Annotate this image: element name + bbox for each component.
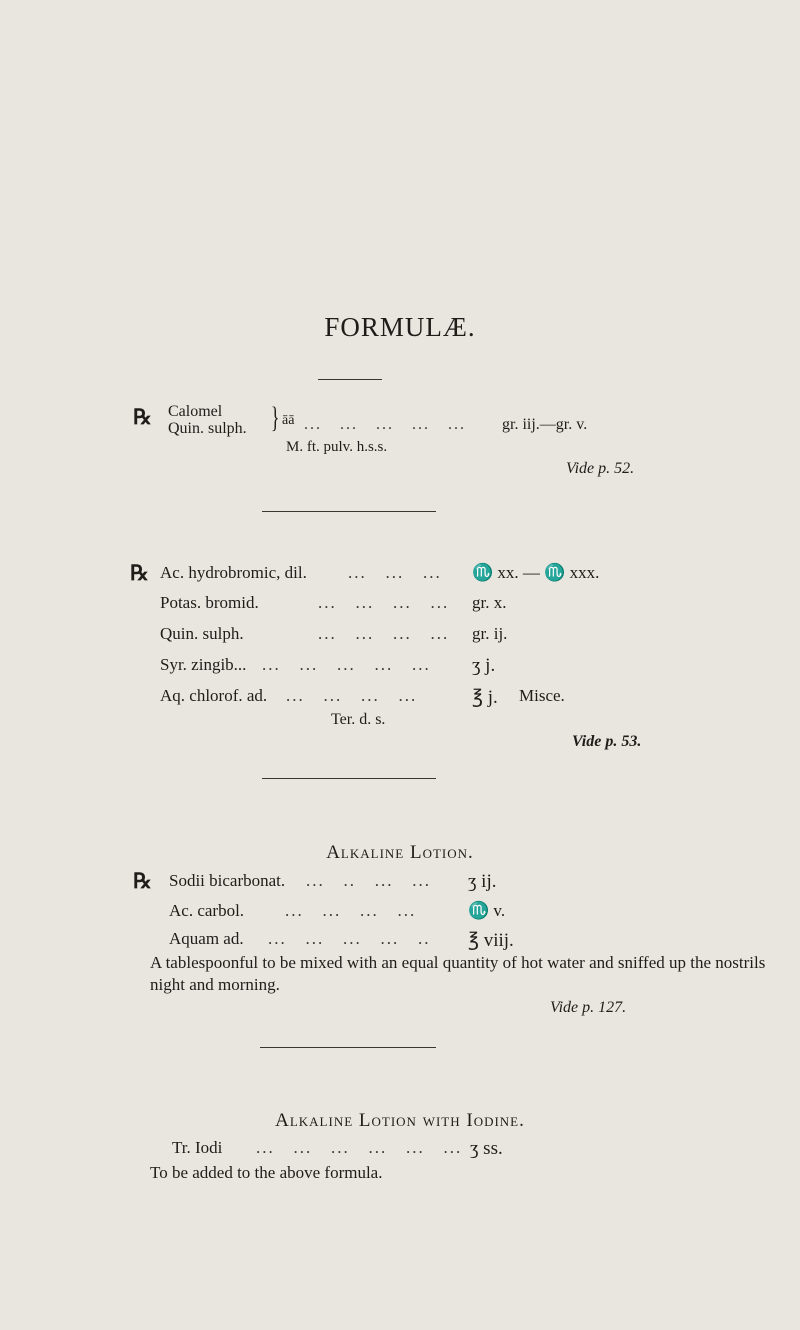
directions: Ter. d. s.: [331, 711, 386, 728]
directions-paragraph: [150, 952, 790, 996]
dose: ʒ ij.: [468, 871, 497, 892]
dose: ʒ j.: [472, 655, 496, 676]
leader-dots: ... .. ... ...: [306, 871, 431, 890]
misce-note: Misce.: [519, 686, 565, 705]
ingredient-row: [0, 624, 800, 648]
ingredient-row: [0, 1138, 800, 1162]
section-rule: [262, 511, 436, 512]
ingredient-row: [0, 686, 800, 710]
directions: M. ft. pulv. h.s.s.: [286, 439, 388, 455]
drug-name: Aquam ad.: [169, 929, 244, 948]
page-reference: Vide p. 53.: [572, 733, 642, 750]
leader-dots: ... ... ... ... ...: [304, 416, 466, 433]
rx-symbol: ℞: [133, 868, 152, 893]
rx-symbol: ℞: [133, 404, 152, 429]
page-title: FORMULÆ.: [324, 312, 476, 342]
dose: ℥ viij.: [468, 930, 514, 951]
drug-name: Quin. sulph.: [160, 624, 244, 643]
dose: gr. iij.—gr. v.: [502, 416, 588, 433]
leader-dots: ... ... ...: [348, 563, 442, 582]
drug-name: Aq. chlorof. ad.: [160, 686, 268, 705]
section-heading: Alkaline Lotion with Iodine.: [275, 1110, 525, 1131]
note: To be added to the above formula.: [150, 1163, 383, 1182]
ingredient-row: [0, 563, 800, 587]
drug-name: Ac. carbol.: [169, 901, 245, 920]
ingredient-row: [0, 593, 800, 617]
title-rule: [318, 379, 382, 380]
drug-name: Ac. hydrobromic, dil.: [160, 563, 307, 582]
dose: ℥ j.: [472, 687, 498, 708]
leader-dots: ... ... ... ...: [318, 624, 450, 643]
rx-symbol: ℞: [130, 560, 149, 585]
ingredient-row: [0, 929, 800, 953]
brace-symbol: }: [270, 401, 280, 434]
leader-dots: ... ... ... ...: [286, 686, 418, 705]
directions: A tablespoonful to be mixed with an equal quantity of hot water and sniffed up the nostrils night and morning.: [150, 953, 766, 994]
drug-name: Sodii bicarbonat.: [169, 871, 286, 890]
dose: ♏ v.: [468, 901, 506, 920]
leader-dots: ... ... ... ...: [318, 593, 450, 612]
dose: gr. x.: [472, 593, 507, 612]
dose: ♏ xx. — ♏ xxx.: [472, 563, 600, 582]
dose: ʒ ss.: [470, 1138, 503, 1159]
ingredient-row: [0, 871, 800, 895]
drug-name: Potas. bromid.: [160, 593, 259, 612]
dose: gr. ij.: [472, 624, 508, 643]
leader-dots: ... ... ... ... ...: [262, 655, 431, 674]
drug-name: Quin. sulph.: [168, 420, 247, 437]
page-reference: Vide p. 52.: [566, 460, 635, 477]
drug-name: Syr. zingib...: [160, 655, 247, 674]
ingredient-row: [0, 655, 800, 679]
leader-dots: ... ... ... ... ... ...: [256, 1138, 463, 1157]
page-reference: Vide p. 127.: [550, 999, 627, 1016]
ingredient-row: [0, 901, 800, 925]
section-rule: [262, 778, 436, 779]
section-rule: [260, 1047, 436, 1048]
drug-name: Tr. Iodi: [172, 1138, 223, 1157]
each-note: āā: [282, 413, 295, 428]
drug-name: Calomel: [168, 403, 223, 420]
leader-dots: ... ... ... ...: [285, 901, 417, 920]
leader-dots: ... ... ... ... ..: [268, 929, 431, 948]
section-heading: Alkaline Lotion.: [326, 842, 474, 863]
